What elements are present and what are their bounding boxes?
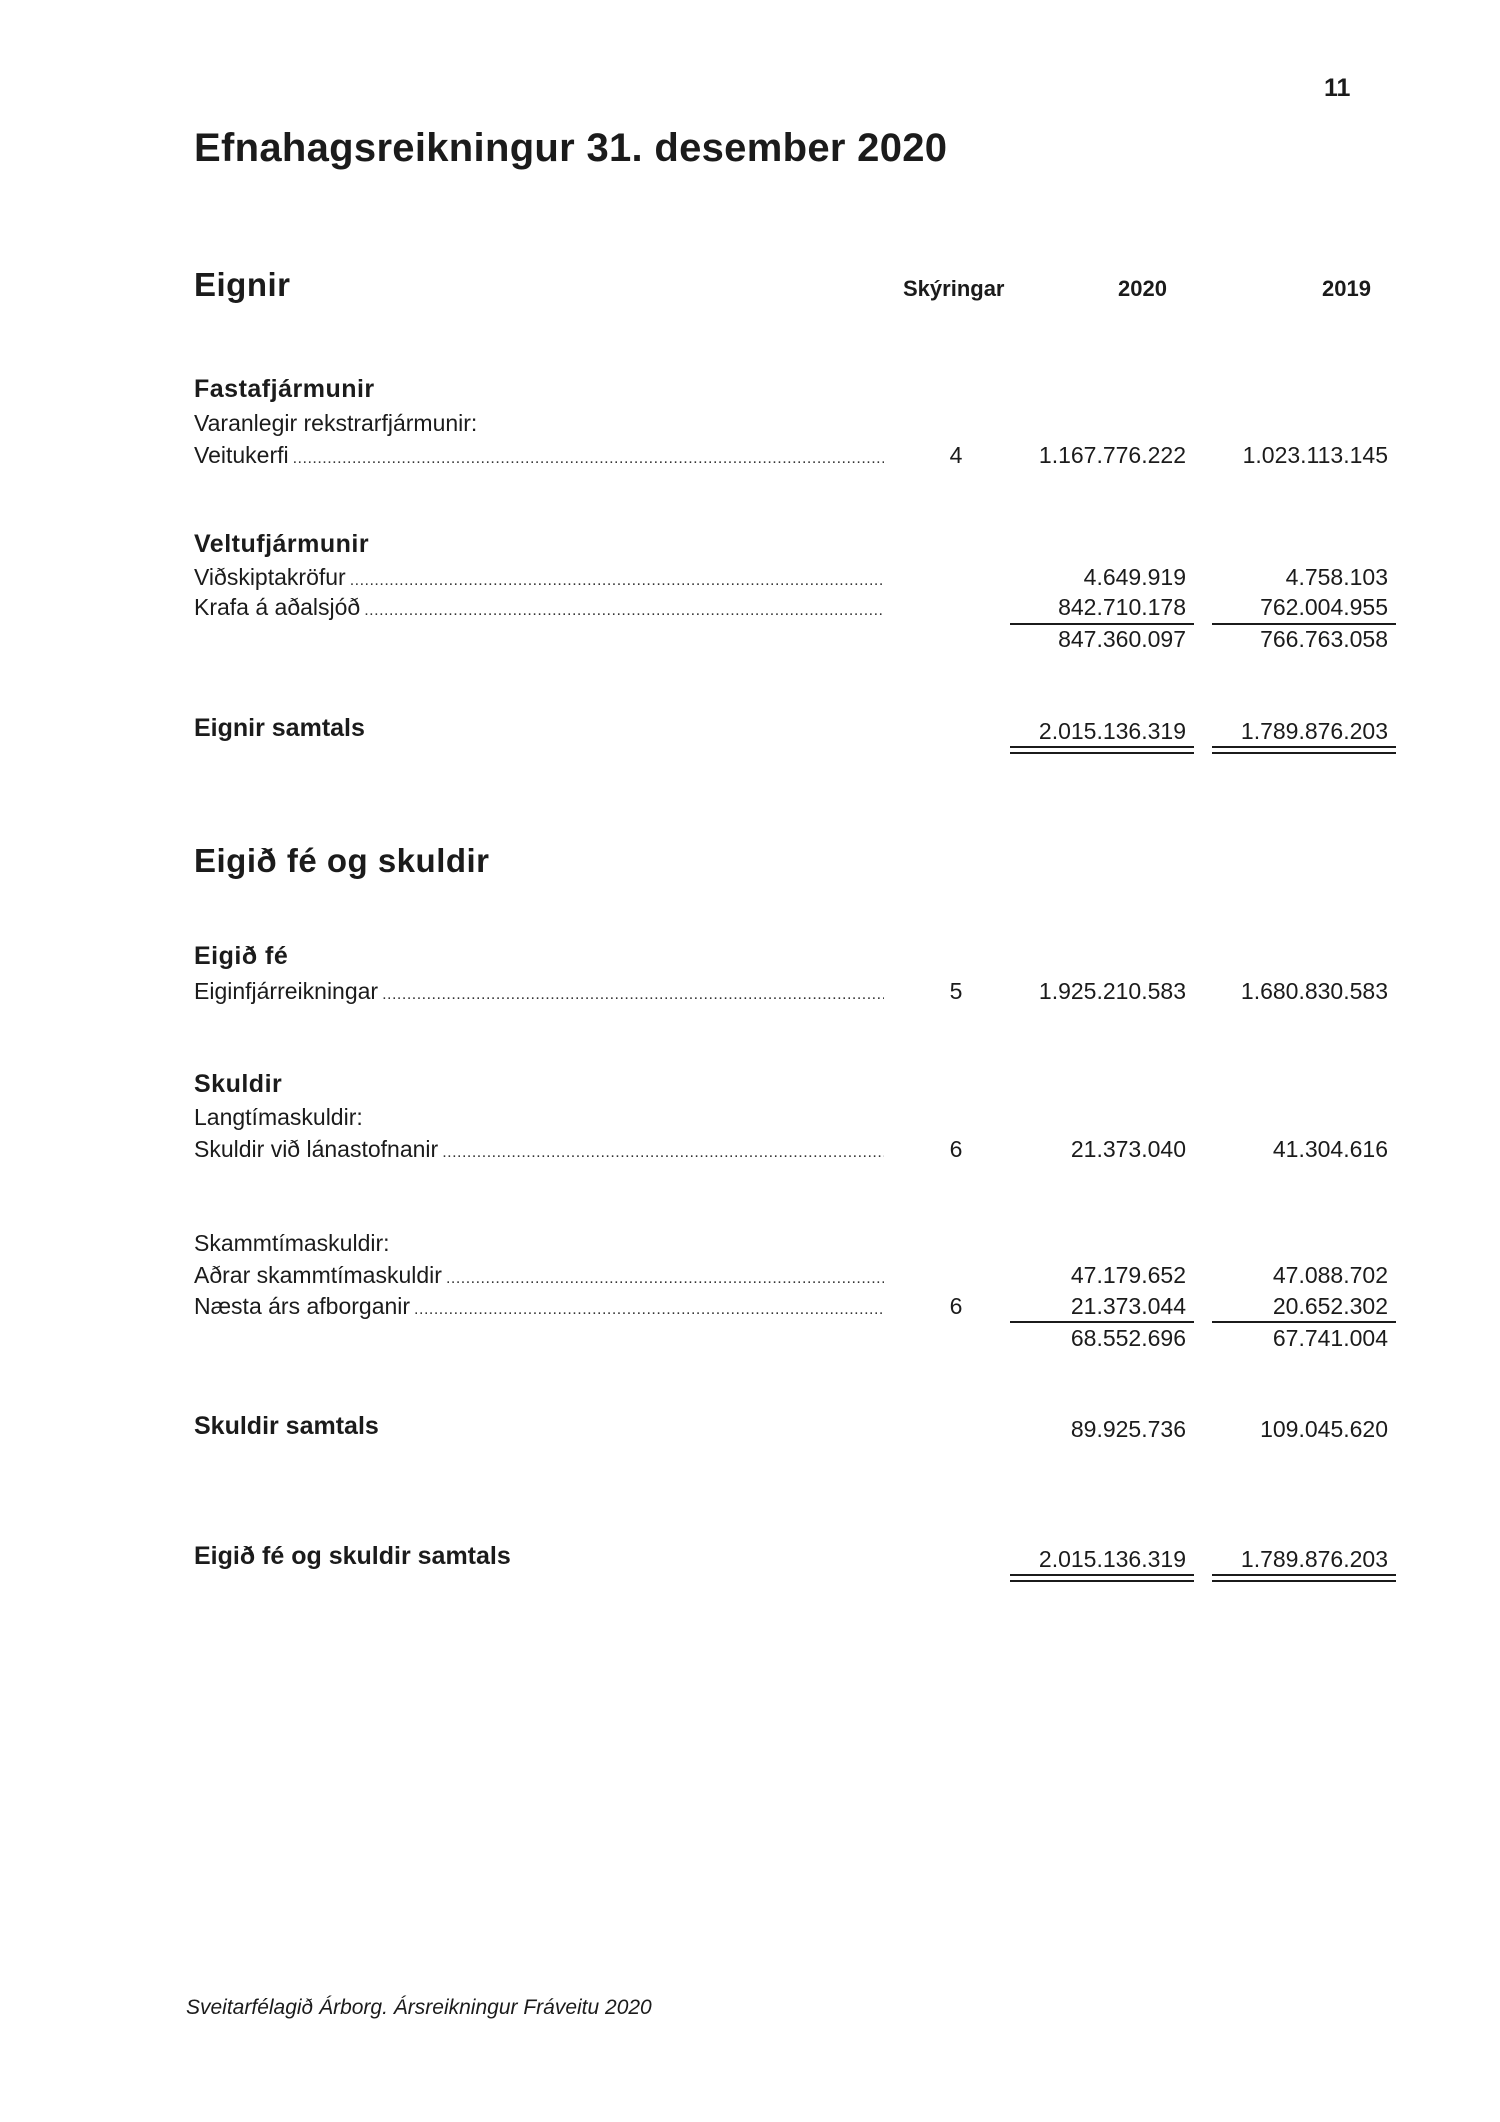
leader-dots xyxy=(414,1301,884,1319)
column-header-notes: Skýringar xyxy=(903,276,1005,301)
grand-total-2019: 1.789.876.203 xyxy=(1240,1546,1388,1572)
total-underline xyxy=(1212,1574,1396,1576)
row-value-2020: 21.373.040 xyxy=(1070,1136,1186,1162)
total-underline xyxy=(1010,1580,1194,1582)
assets-total-2019: 1.789.876.203 xyxy=(1240,718,1388,744)
total-underline xyxy=(1212,752,1396,754)
row-value-2019: 47.088.702 xyxy=(1272,1262,1388,1288)
row-label-text: Eiginfjárreikningar xyxy=(194,978,379,1004)
row-value-2019: 4.758.103 xyxy=(1285,564,1388,590)
row-label-text: Viðskiptakröfur xyxy=(194,564,346,590)
page-title: Efnahagsreikningur 31. desember 2020 xyxy=(194,126,948,170)
row-label-text: Krafa á aðalsjóð xyxy=(194,594,361,620)
sum-line xyxy=(1212,1321,1396,1323)
leader-dots xyxy=(446,1270,884,1288)
leader-dots xyxy=(442,1144,884,1162)
row-value-2019: 41.304.616 xyxy=(1272,1136,1388,1162)
total-underline xyxy=(1010,752,1194,754)
row-value-2019: 1.023.113.145 xyxy=(1242,442,1388,468)
row-label-text: Næsta árs afborganir xyxy=(194,1293,411,1319)
grand-total-label: Eigið fé og skuldir samtals xyxy=(194,1542,511,1570)
leader-dots xyxy=(364,602,884,620)
liabilities-total-2019: 109.045.620 xyxy=(1260,1416,1388,1442)
leader-dots xyxy=(293,450,884,468)
current-assets-heading: Veltufjármunir xyxy=(194,530,370,558)
leader-dots xyxy=(350,572,884,590)
row-note: 4 xyxy=(949,442,963,468)
row-label xyxy=(194,1262,884,1289)
equity-heading: Eigið fé xyxy=(194,942,289,970)
assets-heading: Eignir xyxy=(194,266,291,303)
row-value-2019: 20.652.302 xyxy=(1272,1293,1388,1319)
row-note: 5 xyxy=(949,978,963,1004)
row-label-text: Skuldir við lánastofnanir xyxy=(194,1136,439,1162)
row-label xyxy=(194,1136,884,1163)
assets-total-2020: 2.015.136.319 xyxy=(1038,718,1186,744)
row-value-2020: 1.167.776.222 xyxy=(1038,442,1186,468)
row-value-2020: 4.649.919 xyxy=(1083,564,1186,590)
sum-line xyxy=(1010,623,1194,625)
row-value-2020: 1.925.210.583 xyxy=(1038,978,1186,1004)
page-number: 11 xyxy=(1324,74,1351,102)
sum-line xyxy=(1212,623,1396,625)
row-value-2019: 762.004.955 xyxy=(1260,594,1388,620)
row-note: 6 xyxy=(949,1293,963,1319)
total-underline xyxy=(1010,1574,1194,1576)
liabilities-total-label: Skuldir samtals xyxy=(194,1412,379,1440)
column-header-2020: 2020 xyxy=(1118,276,1167,301)
subtotal-2020: 847.360.097 xyxy=(1058,626,1186,652)
subtotal-2019: 766.763.058 xyxy=(1260,626,1388,652)
liabilities-heading: Skuldir xyxy=(194,1070,283,1098)
liabilities-total-2020: 89.925.736 xyxy=(1070,1416,1186,1442)
leader-dots xyxy=(382,986,884,1004)
assets-total-label: Eignir samtals xyxy=(194,714,365,742)
equity-liabilities-heading: Eigið fé og skuldir xyxy=(194,842,490,879)
total-underline xyxy=(1010,746,1194,748)
fixed-assets-subheading: Varanlegir rekstrarfjármunir: xyxy=(194,410,478,436)
row-label xyxy=(194,594,884,621)
long-term-subheading: Langtímaskuldir: xyxy=(194,1104,363,1130)
subtotal-2019: 67.741.004 xyxy=(1272,1325,1388,1351)
row-label-text: Aðrar skammtímaskuldir xyxy=(194,1262,442,1288)
row-label xyxy=(194,978,884,1005)
row-label xyxy=(194,564,884,591)
fixed-assets-heading: Fastafjármunir xyxy=(194,375,375,403)
row-value-2020: 21.373.044 xyxy=(1070,1293,1186,1319)
total-underline xyxy=(1212,1580,1396,1582)
footer: Sveitarfélagið Árborg. Ársreikningur Fráveitu 2020 xyxy=(186,1996,652,2019)
row-label xyxy=(194,442,884,469)
column-header-2019: 2019 xyxy=(1322,276,1371,301)
row-value-2020: 842.710.178 xyxy=(1058,594,1186,620)
row-value-2020: 47.179.652 xyxy=(1070,1262,1186,1288)
sum-line xyxy=(1010,1321,1194,1323)
row-label-text: Veitukerfi xyxy=(194,442,289,468)
row-value-2019: 1.680.830.583 xyxy=(1240,978,1388,1004)
total-underline xyxy=(1212,746,1396,748)
row-label xyxy=(194,1293,884,1320)
short-term-subheading: Skammtímaskuldir: xyxy=(194,1230,390,1256)
row-note: 6 xyxy=(949,1136,963,1162)
grand-total-2020: 2.015.136.319 xyxy=(1038,1546,1186,1572)
subtotal-2020: 68.552.696 xyxy=(1070,1325,1186,1351)
